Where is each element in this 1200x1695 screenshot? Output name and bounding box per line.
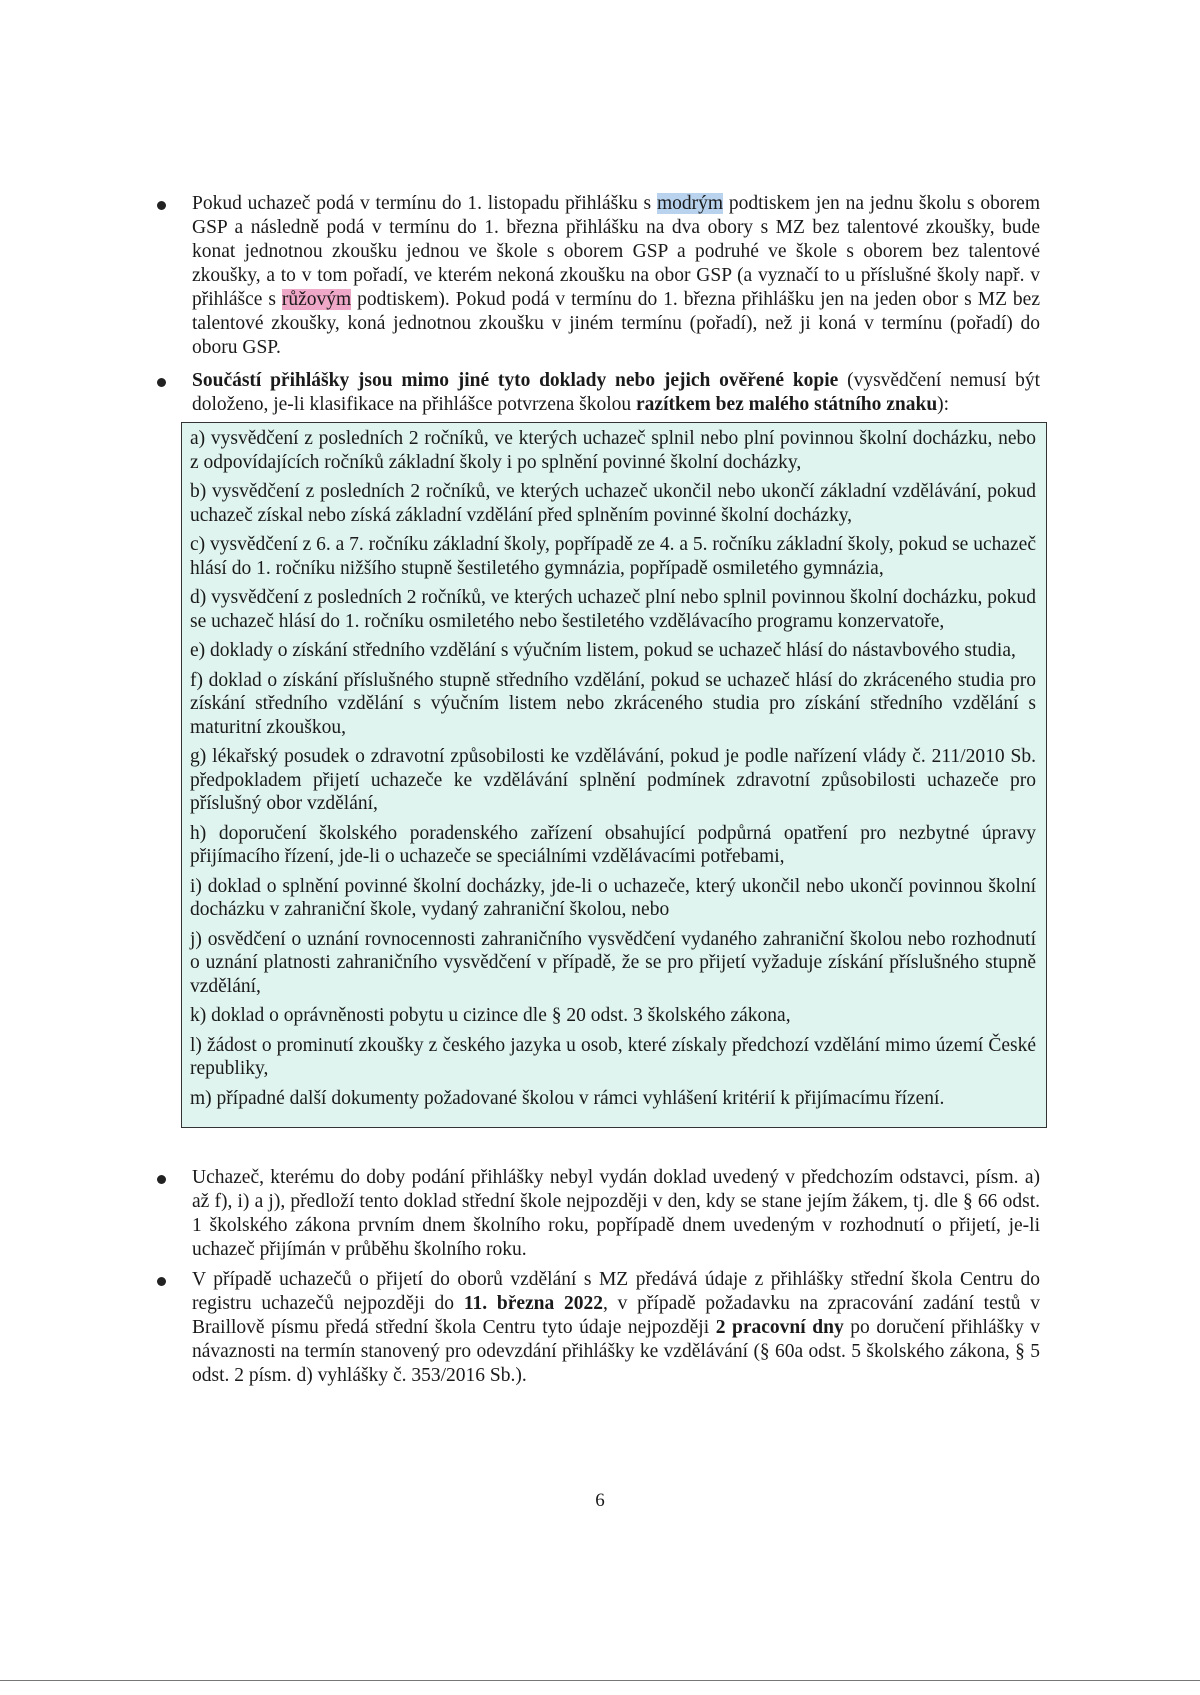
paragraph-required-documents — [160, 369, 1040, 417]
page-bottom-line — [0, 1680, 1200, 1681]
paragraph-text: Uchazeč, kterému do doby podání přihlášky nebyl vydán doklad uvedený v předchozím odstavci, písm. a) až f), i) a j), předloží tento doklad střední škole nejpozději v den, kdy se stane jejím žákem, tj. dle § 66 odst. 1 školského zákona prvním dnem školního roku, popřípadě dnem uvedeným v rozhodnutí o přijetí, je-li uchazeč přijímán v průběhu školního roku. — [192, 1167, 1040, 1260]
paragraph-text: Pokud uchazeč podá v termínu do 1. listopadu přihlášku s modrým podtiskem jen na jednu školu s oborem GSP a následně podá v termínu do 1. března přihlášku na dva obory s MZ bez talentové zkoušky, bude konat jednotnou zkoušku jednou ve škole s oborem GSP a podruhé ve škole s oborem bez talentové zkoušky, a to v tom pořadí, ve kterém nekoná zkoušku na obor GSP (a vyznačí to u příslušné školy např. v přihlášce s růžovým podtiskem). Pokud podá v termínu do 1. března přihlášku jen na jeden obor s MZ bez talentové zkoušky, koná jednotnou zkoušku v jiném termínu (pořadí), než ji koná v termínu (pořadí) do oboru GSP. — [192, 193, 1040, 358]
paragraph-text: V případě uchazečů o přijetí do oborů vzdělání s MZ předává údaje z přihlášky střední škola Centru do registru uchazečů nejpozději do 11. března 2022, v případě požadavku na zpracování zadání testů v Braillově písmu předá střední škola Centru tyto údaje nejpozději 2 pracovní dny po doručení přihlášky v návaznosti na termín stanovený pro odevzdání přihlášky ke vzdělávání (§ 60a odst. 5 školského zákona, § 5 odst. 2 písm. d) vyhlášky č. 353/2016 Sb.). — [192, 1269, 1041, 1386]
list-item: d) vysvědčení z posledních 2 ročníků, ve kterých uchazeč plní nebo splnil povinnou školní docházku, pokud se uchazeč hlásí do 1. ročníku osmiletého nebo šestiletého vzdělávacího programu konzervatoře, — [190, 587, 1036, 632]
list-item: j) osvědčení o uznání rovnocennosti zahraničního vysvědčení vydaného zahraniční školou nebo rozhodnutí o uznání platnosti zahraničního vysvědčení v případě, že se pro přijetí vyžaduje získání příslušného stupně vzdělání, — [190, 928, 1036, 997]
list-item: k) doklad o oprávněnosti pobytu u cizince dle § 20 odst. 3 školského zákona, — [190, 1005, 791, 1026]
bullet-icon — [157, 1277, 166, 1286]
list-item: e) doklady o získání středního vzdělání s výučním listem, pokud se uchazeč hlásí do nástavbového studia, — [190, 640, 1016, 661]
list-item: l) žádost o prominutí zkoušky z českého jazyka u osob, které získaly předchozí vzdělání mimo území České republiky, — [190, 1034, 1036, 1079]
paragraph-gsp-order — [160, 192, 1040, 360]
list-item: a) vysvědčení z posledních 2 ročníků, ve kterých uchazeč splnil nebo plní povinnou školní docházku, nebo z odpovídajících ročníků základní školy i po splnění povinné školní docházky, — [190, 428, 1036, 473]
bullet-icon — [157, 378, 166, 387]
paragraph-text: Součástí přihlášky jsou mimo jiné tyto doklady nebo jejich ověřené kopie (vysvědčení nemusí být doloženo, je-li klasifikace na přihlášce potvrzena školou razítkem bez malého státního znaku): — [192, 370, 1040, 415]
highlight-pink: růžovým — [281, 289, 352, 310]
list-item: i) doklad o splnění povinné školní docházky, jde-li o uchazeče, který ukončil nebo ukončí povinnou školní docházku v zahraniční škole, vydaný zahraniční školou, nebo — [190, 875, 1036, 920]
list-item: g) lékařský posudek o zdravotní způsobilosti ke vzdělávání, pokud je podle nařízení vlády č. 211/2010 Sb. předpokladem přijetí uchazeče ke vzdělávání splnění podmínek zdravotní způsobilosti uchazeče pro příslušný obor vzdělání, — [190, 746, 1036, 814]
list-item: c) vysvědčení z 6. a 7. ročníku základní školy, popřípadě ze 4. a 5. ročníku základní školy, pokud se uchazeč hlásí do 1. ročníku nižšího stupně šestiletého gymnázia, popřípadě osmiletého gymnázia, — [190, 534, 1036, 579]
highlight-blue: modrým — [656, 193, 724, 214]
documents-list-box — [181, 422, 1047, 1128]
list-item: b) vysvědčení z posledních 2 ročníků, ve kterých uchazeč ukončil nebo ukončí základní vzdělávání, pokud uchazeč získal nebo získá základní vzdělání před splněním povinné školní docházky, — [190, 481, 1036, 526]
list-item: m) případné další dokumenty požadované školou v rámci vyhlášení kritérií k přijímacímu řízení. — [190, 1087, 945, 1109]
bullet-icon — [157, 1175, 166, 1184]
bullet-icon — [157, 201, 166, 210]
paragraph-missing-document — [160, 1166, 1040, 1262]
list-item: h) doporučení školského poradenského zařízení obsahující podpůrná opatření pro nezbytné úpravy přijímacího řízení, jde-li o uchazeče se speciálními vzdělávacími potřebami, — [190, 822, 1036, 867]
list-item: f) doklad o získání příslušného stupně středního vzdělání, pokud se uchazeč hlásí do zkráceného studia pro získání středního vzdělání s výučním listem nebo zkráceného studia pro získání středního vzdělání s maturitní zkouškou, — [190, 669, 1036, 738]
paragraph-data-transfer — [160, 1268, 1040, 1388]
page-number: 6 — [595, 1490, 605, 1511]
